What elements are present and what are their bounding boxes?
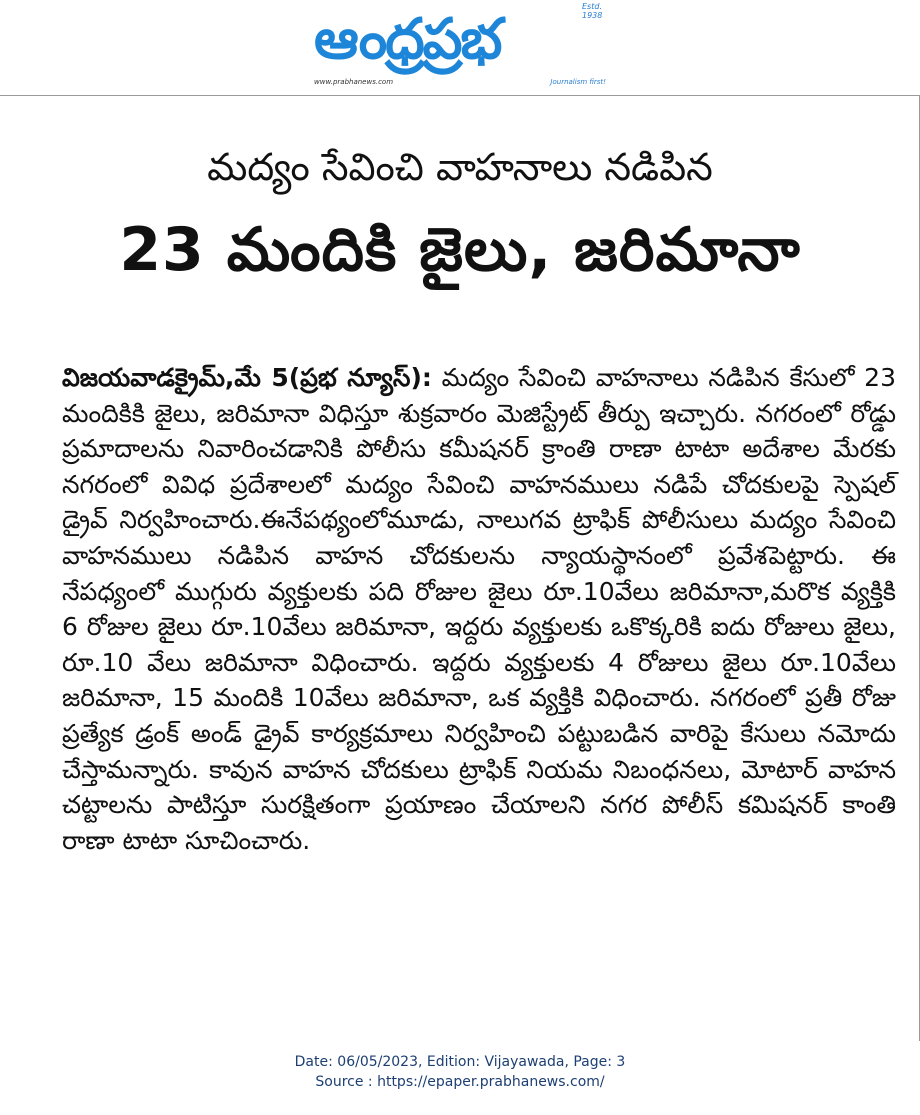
edition-info: Date: 06/05/2023, Edition: Vijayawada, Page: 3 xyxy=(294,1054,626,1070)
article-dateline: విజయవాడక్రైమ్,మే 5(ప్రభ న్యూస్): xyxy=(62,363,432,392)
masthead xyxy=(300,0,620,95)
website-label: www.prabhanews.com xyxy=(314,78,394,86)
slogan-label: Journalism first! xyxy=(550,78,606,86)
estd-label: Estd. 1938 xyxy=(582,2,603,20)
newspaper-logo: ఆంధ్రప్రభ xyxy=(314,7,501,72)
source-footer xyxy=(0,1052,920,1092)
article-text: మద్యం సేవించి వాహనాలు నడిపిన కేసులో 23 మందికికి జైలు, జరిమానా విధిస్తూ శుక్రవారం మెజిస్ట్రేట్ తీర్పు ఇచ్చారు. నగరంలో రోడ్డు ప్రమాదాలను నివారించడానికి పోలీసు కమీషనర్ క్రాంతి రాణా టాటా అదేశాల మేరకు నగరంలో వివిధ ప్రదేశాలలో మద్యం సేవించి వాహనములు నడిపే చోదకులపై స్పెషల్ డ్రైవ్ నిర్వహించారు.ఈనేపథ్యంలోమూడు, నాలుగవ ట్రాఫిక్ పోలీసులు మద్యం సేవించి వాహనములు నడిపిన వాహన చోదకులను న్యాయస్థానంలో ప్రవేశపెట్టారు. ఈ నేపధ్యంలో ముగ్గురు వ్యక్తులకు పది రోజుల జైలు రూ.10వేలు జరిమానా,మరొక వ్యక్తికి 6 రోజుల జైలు రూ.10వేలు జరిమానా, ఇద్దరు వ్యక్తులకు ఒకొక్కరికి ఐదు రోజులు జైలు, రూ.10 వేలు జరిమానా విధించారు. ఇద్దరు వ్యక్తులకు 4 రోజులు జైలు రూ.10వేలు జరిమానా, 15 మందికి 10వేలు జరిమానా, ఒక వ్యక్తికి విధించారు. నగరంలో ప్రతీ రోజు ప్రత్యేక డ్రంక్ అండ్ డ్రైవ్ కార్యక్రమాలు నిర్వహించి పట్టుబడిన వారిపై కేసులు నమోదు చేస్తామన్నారు. కావున వాహన చోదకులు ట్రాఫిక్ నియమ నిబంధనలు, మోటార్ వాహన చట్టాలను పాటిస్తూ సురక్షితంగా ప్రయాణం చేయాలని నగర పోలీస్ కమిషనర్ కాంతి రాణా టాటా సూచించారు. xyxy=(62,363,896,855)
article-kicker: మద్యం సేవించి వాహనాలు నడిపిన xyxy=(207,145,713,189)
article-headline: 23 మందికి జైలు, జరిమానా xyxy=(119,215,801,285)
article-body xyxy=(62,360,896,858)
source-url: Source : https://epaper.prabhanews.com/ xyxy=(315,1074,605,1090)
